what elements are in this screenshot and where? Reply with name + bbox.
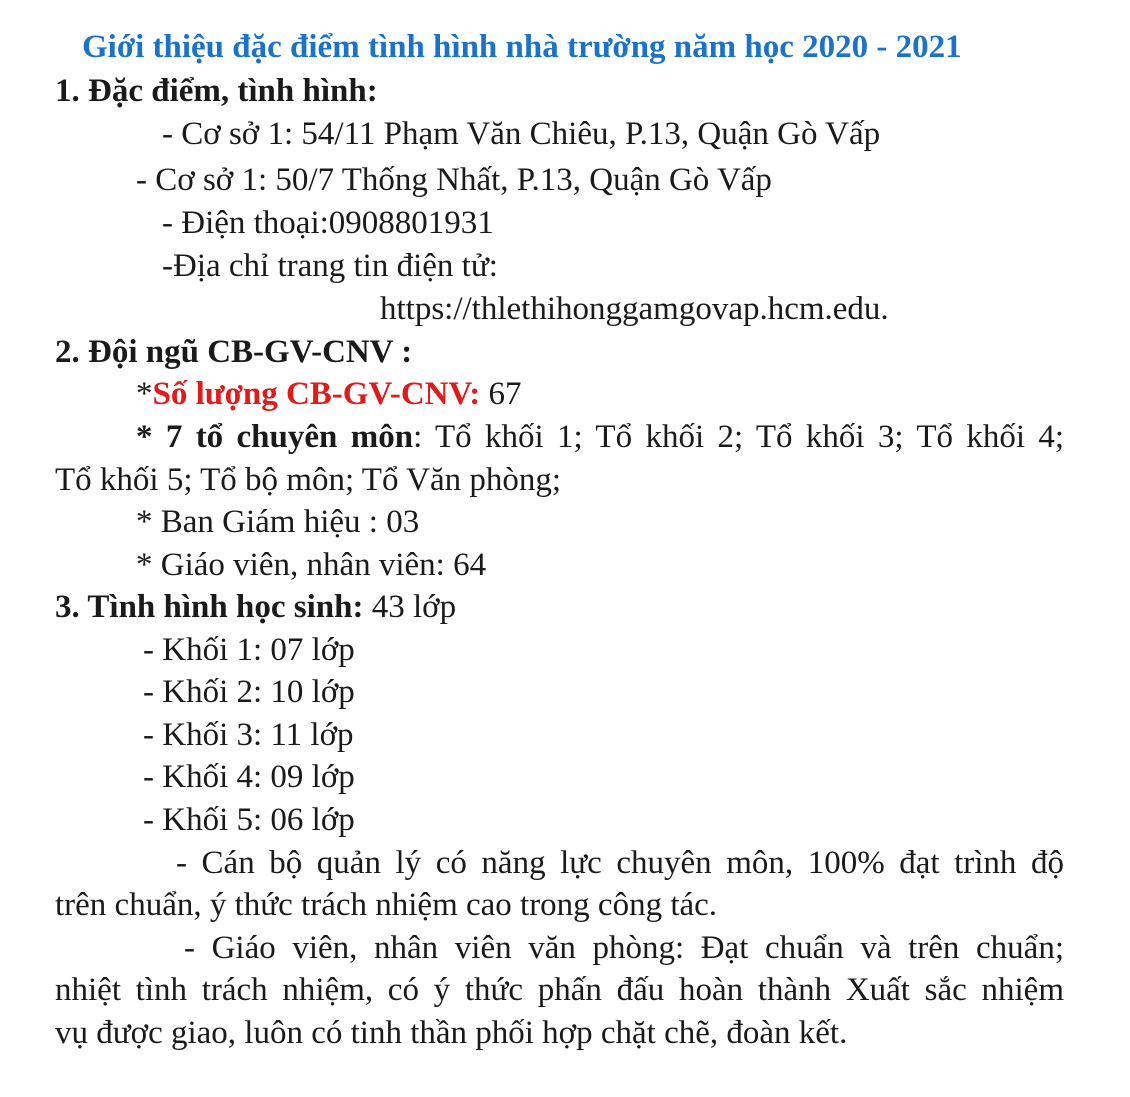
groups-line2: Tổ khối 5; Tổ bộ môn; Tổ Văn phòng; — [55, 462, 562, 498]
section3-class-count: 43 lớp — [363, 589, 457, 625]
section3-heading-line — [55, 586, 456, 628]
managers-line1: - Cán bộ quản lý có năng lực chuyên môn, 100% đạt trình độ — [176, 845, 1064, 881]
page-title: Giới thiệu đặc điểm tình hình nhà trường năm học 2020 - 2021 — [82, 29, 962, 65]
section1-heading: 1. Đặc điểm, tình hình: — [55, 73, 378, 109]
teachers-line3: vụ được giao, luôn có tinh thần phối hợp chặt chẽ, đoàn kết. — [55, 1015, 848, 1051]
teachers-count: * Giáo viên, nhân viên: 64 — [136, 547, 487, 583]
grade-item: - Khối 4: 09 lớp — [143, 759, 355, 795]
campus2-address: - Cơ sở 1: 50/7 Thống Nhất, P.13, Quận Gò Vấp — [136, 162, 772, 198]
teachers-line2: nhiệt tình trách nhiệm, có ý thức phấn đấu hoàn thành Xuất sắc nhiệm — [55, 972, 1064, 1008]
groups-label: * 7 tổ chuyên môn — [136, 419, 414, 455]
teachers-line1: - Giáo viên, nhân viên văn phòng: Đạt chuẩn và trên chuẩn; — [184, 930, 1064, 966]
phone-number: - Điện thoại:0908801931 — [162, 205, 494, 241]
website-url: https://thlethihonggamgovap.hcm.edu. — [380, 291, 889, 327]
website-label: -Địa chỉ trang tin điện tử: — [162, 248, 498, 284]
staff-prefix: * — [136, 376, 153, 412]
groups-line1 — [136, 416, 1064, 458]
grade-item: - Khối 2: 10 lớp — [143, 674, 355, 710]
grade-item: - Khối 1: 07 lớp — [143, 632, 355, 668]
section3-heading: 3. Tình hình học sinh: — [55, 589, 364, 625]
staff-value: 67 — [480, 376, 522, 412]
section2-heading: 2. Đội ngũ CB-GV-CNV : — [55, 334, 413, 370]
staff-label: Số lượng CB-GV-CNV: — [152, 376, 481, 412]
managers-line2: trên chuẩn, ý thức trách nhiệm cao trong công tác. — [55, 887, 718, 923]
grade-item: - Khối 3: 11 lớp — [143, 717, 354, 753]
groups-text-line1: : Tổ khối 1; Tổ khối 2; Tổ khối 3; Tổ khối 4; — [413, 419, 1065, 455]
board-count: * Ban Giám hiệu : 03 — [136, 504, 420, 540]
grade-item: - Khối 5: 06 lớp — [143, 802, 355, 838]
staff-count — [136, 373, 522, 415]
campus1-address: - Cơ sở 1: 54/11 Phạm Văn Chiêu, P.13, Quận Gò Vấp — [162, 116, 881, 152]
